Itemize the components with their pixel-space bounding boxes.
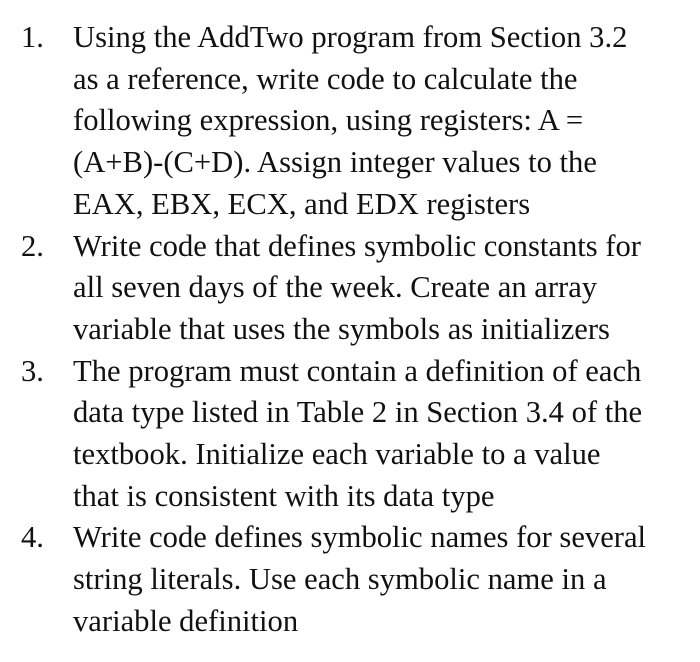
list-item-3	[0, 351, 694, 518]
text-line: string literals. Use each symbolic name in a	[73, 562, 607, 597]
text-line: all seven days of the week. Create an array	[73, 270, 598, 305]
text-line: Write code that defines symbolic constants for	[73, 228, 641, 263]
list-item-2	[0, 226, 694, 351]
text-line: Using the AddTwo program from Section 3.2	[73, 20, 628, 54]
text-line: EAX, EBX, ECX, and EDX registers	[73, 186, 531, 221]
item-number: 3.	[21, 353, 44, 388]
item-text	[73, 517, 694, 642]
text-line: variable definition	[73, 603, 299, 638]
item-text	[73, 226, 694, 351]
text-line: that is consistent with its data type	[73, 478, 495, 513]
text-line: as a reference, write code to calculate the	[73, 61, 578, 96]
assignment-list	[0, 17, 694, 643]
item-text	[73, 351, 694, 518]
list-item-1	[0, 17, 694, 226]
list-item-4	[0, 517, 694, 642]
item-text	[73, 17, 694, 226]
text-line: following expression, using registers: A =	[73, 103, 584, 138]
text-line: data type listed in Table 2 in Section 3.4 of the	[73, 395, 643, 430]
item-number: 4.	[21, 520, 44, 555]
text-line: variable that uses the symbols as initializers	[73, 311, 610, 346]
text-line: textbook. Initialize each variable to a value	[73, 437, 601, 472]
text-line: (A+B)-(C+D). Assign integer values to the	[73, 145, 597, 180]
item-number: 1.	[21, 20, 44, 54]
item-number: 2.	[21, 228, 44, 263]
text-line: Write code defines symbolic names for several	[73, 520, 647, 555]
text-line: The program must contain a definition of each	[73, 353, 642, 388]
